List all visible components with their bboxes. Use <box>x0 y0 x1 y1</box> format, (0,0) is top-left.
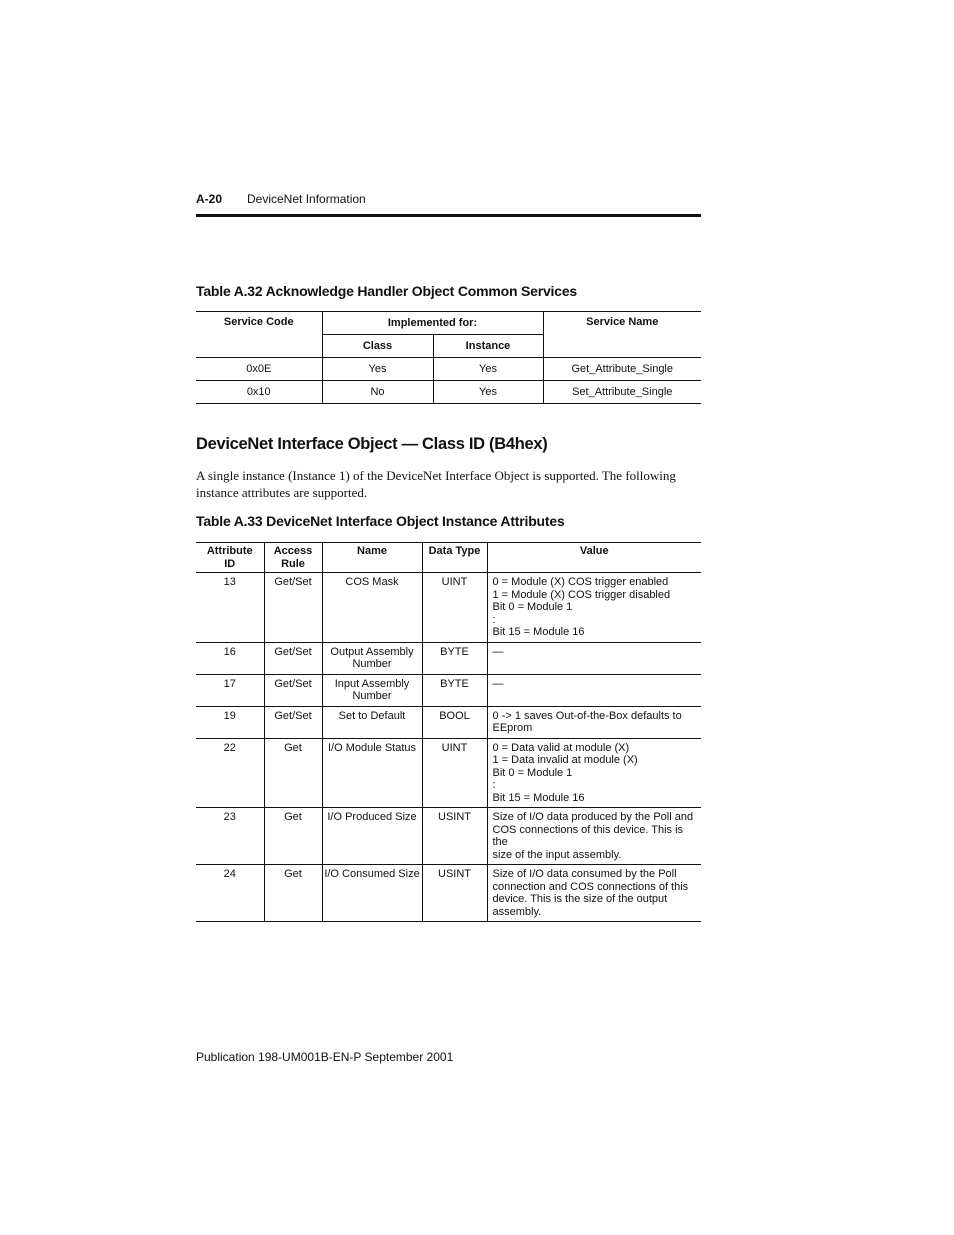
table-a33-caption: Table A.33 DeviceNet Interface Object Instance Attributes <box>196 513 565 529</box>
cell-access-rule: Get <box>264 738 322 808</box>
cell-instance: Yes <box>433 358 543 381</box>
table-row <box>196 865 701 922</box>
cell-service-code: 0x10 <box>196 381 322 404</box>
table-row <box>196 573 701 643</box>
page-header <box>196 192 701 206</box>
cell-service-name: Get_Attribute_Single <box>543 358 701 381</box>
header-service-name: Service Name <box>543 312 701 358</box>
cell-value: — <box>487 674 701 706</box>
cell-attribute-id: 13 <box>196 573 264 643</box>
cell-name: I/O Consumed Size <box>322 865 422 922</box>
cell-value: — <box>487 642 701 674</box>
page-number: A-20 <box>196 192 223 206</box>
table-row <box>196 358 701 381</box>
cell-value: 0 -> 1 saves Out-of-the-Box defaults to EEprom <box>487 706 701 738</box>
table-row <box>196 381 701 404</box>
cell-attribute-id: 19 <box>196 706 264 738</box>
table-a32-caption: Table A.32 Acknowledge Handler Object Common Services <box>196 283 577 299</box>
header-implemented-for: Implemented for: <box>322 312 543 335</box>
table-row <box>196 706 701 738</box>
table-a33 <box>196 542 701 922</box>
cell-access-rule: Get/Set <box>264 642 322 674</box>
cell-data-type: USINT <box>422 865 487 922</box>
header-value: Value <box>487 543 701 573</box>
cell-attribute-id: 17 <box>196 674 264 706</box>
table-row <box>196 738 701 808</box>
section-title: DeviceNet Interface Object — Class ID (B4hex) <box>196 435 548 453</box>
cell-data-type: BYTE <box>422 674 487 706</box>
cell-name: COS Mask <box>322 573 422 643</box>
cell-name: Set to Default <box>322 706 422 738</box>
cell-value: Size of I/O data consumed by the Poll connection and COS connections of this device. This is the size of the output assembly. <box>487 865 701 922</box>
cell-attribute-id: 22 <box>196 738 264 808</box>
cell-class: No <box>322 381 433 404</box>
cell-name: I/O Produced Size <box>322 808 422 865</box>
header-service-code: Service Code <box>196 312 322 358</box>
cell-name: I/O Module Status <box>322 738 422 808</box>
cell-name: Input Assembly Number <box>322 674 422 706</box>
cell-data-type: UINT <box>422 573 487 643</box>
cell-data-type: BYTE <box>422 642 487 674</box>
cell-value: Size of I/O data produced by the Poll and COS connections of this device. This is the size of the input assembly. <box>487 808 701 865</box>
cell-service-code: 0x0E <box>196 358 322 381</box>
section-body: A single instance (Instance 1) of the DeviceNet Interface Object is supported. The following instance attributes are supported. <box>196 468 676 500</box>
table-row <box>196 808 701 865</box>
cell-service-name: Set_Attribute_Single <box>543 381 701 404</box>
cell-access-rule: Get/Set <box>264 706 322 738</box>
header-class: Class <box>322 335 433 358</box>
cell-attribute-id: 23 <box>196 808 264 865</box>
table-row <box>196 674 701 706</box>
cell-access-rule: Get <box>264 865 322 922</box>
cell-value: 0 = Data valid at module (X) 1 = Data invalid at module (X) Bit 0 = Module 1 : Bit 15 = Module 16 <box>487 738 701 808</box>
cell-access-rule: Get <box>264 808 322 865</box>
cell-attribute-id: 24 <box>196 865 264 922</box>
header-instance: Instance <box>433 335 543 358</box>
header-name: Name <box>322 543 422 573</box>
cell-data-type: BOOL <box>422 706 487 738</box>
cell-access-rule: Get/Set <box>264 674 322 706</box>
cell-attribute-id: 16 <box>196 642 264 674</box>
cell-name: Output Assembly Number <box>322 642 422 674</box>
table-row <box>196 642 701 674</box>
cell-data-type: USINT <box>422 808 487 865</box>
header-rule <box>196 214 701 217</box>
cell-class: Yes <box>322 358 433 381</box>
cell-instance: Yes <box>433 381 543 404</box>
header-data-type: Data Type <box>422 543 487 573</box>
table-a32 <box>196 311 701 404</box>
cell-value: 0 = Module (X) COS trigger enabled 1 = Module (X) COS trigger disabled Bit 0 = Module 1 : Bit 15 = Module 16 <box>487 573 701 643</box>
header-access-rule: Access Rule <box>264 543 322 573</box>
footer-publication: Publication 198-UM001B-EN-P September 2001 <box>196 1050 454 1064</box>
chapter-title: DeviceNet Information <box>247 192 366 206</box>
cell-data-type: UINT <box>422 738 487 808</box>
cell-access-rule: Get/Set <box>264 573 322 643</box>
header-attribute-id: Attribute ID <box>196 543 264 573</box>
